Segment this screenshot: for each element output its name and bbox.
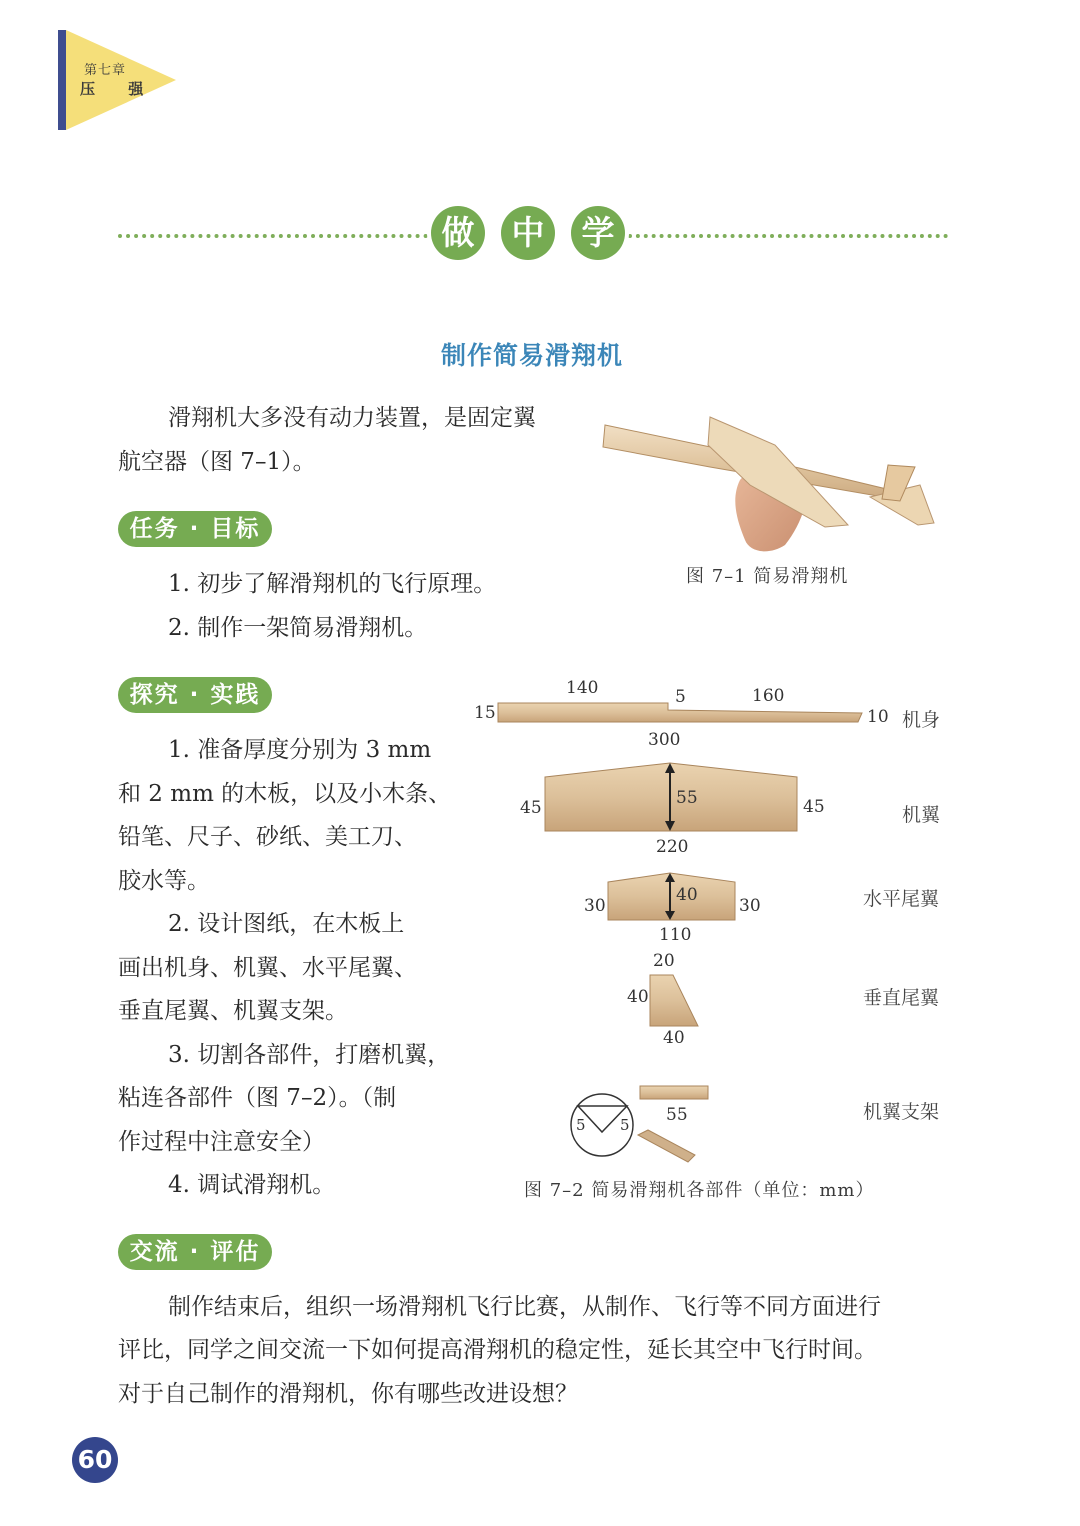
glider-photo bbox=[600, 405, 945, 555]
dim-label: 45 bbox=[803, 797, 825, 817]
evaluate-line: 对于自己制作的滑翔机，你有哪些改进设想？ bbox=[118, 1381, 578, 1407]
goal-item: 2. 制作一架简易滑翔机。 bbox=[168, 615, 428, 641]
chapter-tab bbox=[58, 30, 178, 130]
glider-parts-drawing bbox=[470, 670, 950, 1170]
banner-char: 中 bbox=[501, 206, 555, 260]
intro-line: 滑翔机大多没有动力装置，是固定翼 bbox=[168, 405, 536, 431]
section-label-practice: 探究 · 实践 bbox=[118, 677, 272, 713]
dim-label: 55 bbox=[676, 788, 698, 808]
section-label-goals: 任务 · 目标 bbox=[118, 511, 272, 547]
practice-line: 3. 切割各部件，打磨机翼， bbox=[168, 1042, 451, 1068]
part-name: 垂直尾翼 bbox=[863, 987, 940, 1009]
practice-line: 2. 设计图纸，在木板上 bbox=[168, 911, 405, 937]
goal-item: 1. 初步了解滑翔机的飞行原理。 bbox=[168, 571, 497, 597]
dim-label: 40 bbox=[676, 885, 698, 905]
figure-caption: 图 7–2 简易滑翔机各部件（单位：mm） bbox=[524, 1180, 875, 1201]
dim-label: 40 bbox=[627, 987, 649, 1007]
section-label-evaluate: 交流 · 评估 bbox=[118, 1234, 272, 1270]
chapter-tab-bar bbox=[58, 30, 66, 130]
practice-line: 作过程中注意安全） bbox=[118, 1129, 325, 1155]
chapter-name: 压 强 bbox=[80, 80, 158, 98]
practice-line: 1. 准备厚度分别为 3 mm bbox=[168, 737, 432, 763]
dim-label: 20 bbox=[653, 951, 675, 971]
dim-label: 5 bbox=[576, 1116, 586, 1134]
part-name: 机翼 bbox=[902, 804, 941, 826]
evaluate-line: 评比，同学之间交流一下如何提高滑翔机的稳定性，延长其空中飞行时间。 bbox=[118, 1337, 877, 1363]
practice-line: 画出机身、机翼、水平尾翼、 bbox=[118, 955, 417, 981]
practice-line: 铅笔、尺子、砂纸、美工刀、 bbox=[118, 824, 417, 850]
practice-line: 4. 调试滑翔机。 bbox=[168, 1172, 336, 1198]
banner-dotted-line-left bbox=[118, 234, 428, 238]
practice-line: 垂直尾翼、机翼支架。 bbox=[118, 998, 348, 1024]
page-title: 制作简易滑翔机 bbox=[440, 341, 623, 370]
dim-label: 160 bbox=[752, 686, 785, 706]
banner-char: 学 bbox=[571, 206, 625, 260]
dim-label: 5 bbox=[620, 1116, 630, 1134]
practice-line: 胶水等。 bbox=[118, 868, 210, 894]
dim-label: 55 bbox=[666, 1105, 688, 1125]
dim-label: 110 bbox=[659, 925, 692, 945]
dim-label: 140 bbox=[566, 678, 599, 698]
practice-line: 和 2 mm 的木板，以及小木条、 bbox=[118, 781, 452, 807]
dim-label: 15 bbox=[474, 703, 496, 723]
mount-strip bbox=[638, 1130, 695, 1162]
dim-label: 220 bbox=[656, 837, 689, 857]
intro-line: 航空器（图 7–1）。 bbox=[118, 449, 316, 475]
page-number: 60 bbox=[72, 1437, 118, 1483]
part-name: 机翼支架 bbox=[863, 1101, 940, 1123]
vertical-tail-part bbox=[650, 975, 698, 1026]
dim-label: 45 bbox=[520, 798, 542, 818]
banner-char: 做 bbox=[431, 206, 485, 260]
evaluate-line: 制作结束后，组织一场滑翔机飞行比赛，从制作、飞行等不同方面进行 bbox=[168, 1294, 881, 1320]
part-name: 机身 bbox=[902, 709, 941, 731]
dim-label: 30 bbox=[739, 896, 761, 916]
dim-label: 30 bbox=[584, 896, 606, 916]
figure-caption: 图 7–1 简易滑翔机 bbox=[686, 566, 849, 587]
dim-label: 300 bbox=[648, 730, 681, 750]
wing-mount-part bbox=[640, 1086, 708, 1099]
chapter-number: 第七章 bbox=[84, 63, 127, 78]
banner-dotted-line-right bbox=[628, 234, 948, 238]
dim-label: 5 bbox=[675, 687, 686, 707]
dim-label: 10 bbox=[867, 707, 889, 727]
dim-label: 40 bbox=[663, 1028, 685, 1048]
practice-line: 粘连各部件（图 7–2）。（制 bbox=[118, 1085, 397, 1111]
part-name: 水平尾翼 bbox=[863, 888, 940, 910]
